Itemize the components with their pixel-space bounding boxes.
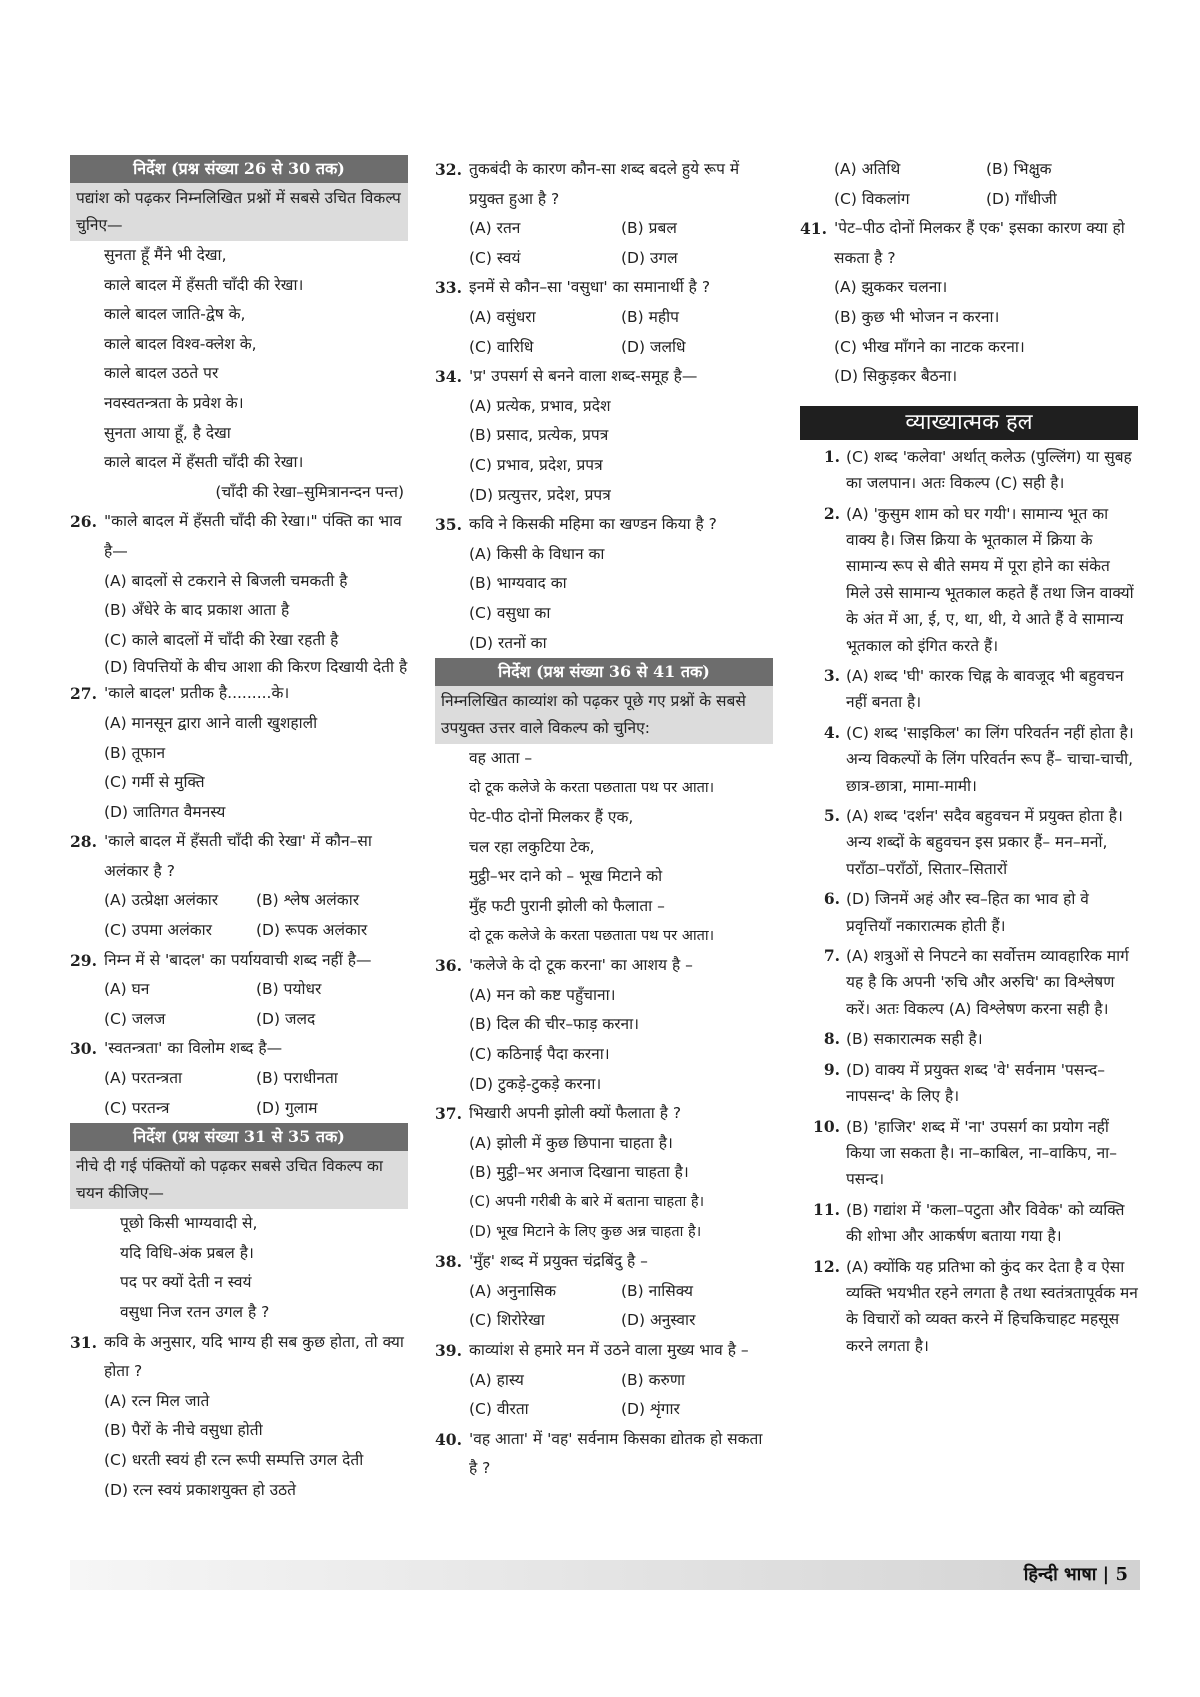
option: (C) शिरोरेखा — [469, 1311, 545, 1330]
answer-number: 6. — [823, 889, 840, 909]
question-35 — [435, 510, 773, 540]
question-text: 'प्र' उपसर्ग से बनने वाला शब्द-समूह है— — [469, 367, 698, 386]
option: (D) भूख मिटाने के लिए कुछ अन्न चाहता है। — [469, 1223, 702, 1240]
poem-line: दो टूक कलेजे के करता पछताता पथ पर आता। — [469, 927, 715, 944]
section-instructions: पद्यांश को पढ़कर निम्नलिखित प्रश्नों में सबसे उचित विकल्प चुनिए— — [70, 183, 408, 241]
question-text: तुकबंदी के कारण कौन-सा शब्द बदले हुये रूप में प्रयुक्त हुआ है ? — [469, 160, 740, 208]
poem-passage — [70, 241, 408, 478]
answer-number: 11. — [813, 1199, 840, 1219]
poem-line: काले बादल में हँसती चाँदी की रेखा। — [104, 453, 304, 472]
option: (D) प्रत्युत्तर, प्रदेश, प्रपत्र — [469, 485, 611, 504]
question-29 — [70, 946, 408, 976]
answer-item — [800, 1026, 1138, 1052]
answer-item — [800, 501, 1138, 659]
poem-line: सुनता आया हूँ, है देखा — [104, 423, 231, 442]
question-number: 29. — [70, 950, 97, 970]
option: (C) स्वयं — [469, 248, 521, 267]
option: (C) वसुधा का — [469, 603, 551, 622]
option: (C) वीरता — [469, 1400, 529, 1419]
option: (A) घन — [104, 980, 150, 999]
answer-text: (D) जिनमें अहं और स्व–हित का भाव हो वे प्रवृत्तियाँ नकारात्मक होती हैं। — [846, 890, 1089, 935]
option: (B) पयोधर — [256, 980, 322, 999]
option: (C) काले बादलों में चाँदी की रेखा रहती है — [104, 630, 339, 649]
option: (D) गाँधीजी — [986, 189, 1057, 208]
poem-line: वसुधा निज रतन उगल है ? — [120, 1303, 270, 1321]
question-number: 31. — [70, 1332, 97, 1352]
question-36 — [435, 951, 773, 981]
option: (A) मन को कष्ट पहुँचाना। — [469, 985, 616, 1004]
question-text: काव्यांश से हमारे मन में उठने वाला मुख्य भाव है – — [469, 1340, 749, 1359]
option: (C) धरती स्वयं ही रत्न रूपी सम्पत्ति उगल देती — [104, 1450, 364, 1469]
option: (A) झुककर चलना। — [834, 278, 948, 297]
answer-number: 3. — [823, 666, 840, 685]
question-text: 'पेट–पीठ दोनों मिलकर हैं एक' इसका कारण क्या हो सकता है ? — [834, 219, 1125, 267]
question-number: 37. — [435, 1104, 462, 1124]
option: (D) रूपक अलंकार — [256, 921, 368, 940]
option: (D) सिकुड़कर बैठना। — [834, 367, 958, 386]
answer-text: (A) शत्रुओं से निपटने का सर्वोत्तम व्यावहारिक मार्ग यह है कि अपनी 'रुचि और अरुचि' का विश्लेषण करें। अतः विकल्प (A) विश्लेषण करना सही है। — [846, 947, 1129, 1018]
question-number: 40. — [435, 1429, 462, 1449]
option: (D) जलद — [256, 1009, 316, 1028]
answer-item — [800, 803, 1138, 882]
answer-number: 8. — [823, 1029, 840, 1049]
question-34 — [435, 362, 773, 392]
question-text: कवि ने किसकी महिमा का खण्डन किया है ? — [469, 515, 717, 534]
question-number: 26. — [70, 512, 97, 532]
question-32 — [435, 155, 773, 214]
option: (C) भीख माँगने का नाटक करना। — [834, 337, 1025, 356]
section-instructions: निम्नलिखित काव्यांश को पढ़कर पूछे गए प्रश्नों के सबसे उपयुक्त उत्तर वाले विकल्प को चुनिए: — [435, 686, 773, 744]
option: (A) प्रत्येक, प्रभाव, प्रदेश — [469, 396, 611, 415]
poem-line: यदि विधि-अंक प्रबल है। — [120, 1243, 254, 1262]
question-30 — [70, 1034, 408, 1064]
poem-passage — [435, 744, 773, 951]
page-footer — [70, 1560, 1140, 1590]
section-header: निर्देश (प्रश्न संख्या 31 से 35 तक) — [70, 1123, 408, 1151]
answer-text: (A) 'कुसुम शाम को घर गयी'। सामान्य भूत का वाक्य है। जिस क्रिया के भूतकाल में क्रिया के सामान्य रूप से बीते समय में पूरा होने का संकेत मिले उसे सामान्य भूतकाल कहते हैं तथा जिन वाक्यों के अंत में आ, ई, ए, था, थी, ये आते हैं वे सामान्य भूतकाल को इंगित करते हैं। — [846, 504, 1134, 655]
question-number: 39. — [435, 1340, 462, 1360]
answer-text: (D) वाक्य में प्रयुक्त शब्द 'वे' सर्वनाम 'पसन्द–नापसन्द' के लिए है। — [846, 1060, 1106, 1106]
option: (A) परतन्त्रता — [104, 1069, 183, 1088]
option: (B) प्रसाद, प्रत्येक, प्रपत्र — [469, 426, 609, 445]
option: (B) पराधीनता — [256, 1069, 338, 1088]
poem-line: चल रहा लकुटिया टेक, — [469, 837, 595, 856]
answer-item — [800, 1197, 1138, 1250]
answer-item — [800, 1114, 1138, 1193]
option: (A) अनुनासिक — [469, 1281, 557, 1300]
answer-number: 10. — [813, 1116, 840, 1136]
poem-source: (चाँदी की रेखा–सुमित्रानन्दन पन्त) — [215, 482, 404, 501]
answer-number: 5. — [823, 806, 840, 826]
option: (C) गर्मी से मुक्ति — [104, 773, 205, 792]
answer-item — [800, 1057, 1138, 1110]
question-number: 28. — [70, 832, 97, 852]
question-number: 36. — [435, 956, 462, 976]
option: (A) हास्य — [469, 1370, 524, 1389]
question-number: 34. — [435, 367, 462, 387]
poem-line: काले बादल विश्व-क्लेश के, — [104, 334, 257, 353]
question-number: 41. — [800, 219, 827, 239]
option: (B) प्रबल — [621, 219, 677, 238]
option: (B) तूफान — [104, 743, 166, 762]
question-text: "काले बादल में हँसती चाँदी की रेखा।" पंक्ति का भाव है— — [104, 512, 402, 560]
question-33 — [435, 273, 773, 303]
answer-item — [800, 720, 1138, 799]
section-header: निर्देश (प्रश्न संख्या 36 से 41 तक) — [435, 658, 773, 686]
answer-number: 9. — [823, 1059, 840, 1079]
question-38 — [435, 1247, 773, 1277]
option: (D) उगल — [621, 248, 678, 267]
answer-number: 12. — [813, 1256, 840, 1276]
poem-line: सुनता हूँ मैंने भी देखा, — [104, 246, 227, 264]
poem-line: मुट्ठी–भर दाने को – भूख मिटाने को — [469, 867, 663, 886]
option: (A) बादलों से टकराने से बिजली चमकती है — [104, 571, 348, 590]
question-26 — [70, 507, 408, 566]
answer-number: 2. — [823, 503, 840, 523]
option: (B) दिल की चीर–फाड़ करना। — [469, 1015, 640, 1034]
option: (B) पैरों के नीचे वसुधा होती — [104, 1421, 263, 1440]
option: (B) भिक्षुक — [986, 160, 1052, 178]
poem-line: वह आता – — [469, 749, 533, 768]
option: (D) जलधि — [621, 337, 686, 356]
poem-line: नवस्वतन्त्रता के प्रवेश के। — [104, 393, 244, 412]
question-text: 'काले बादल' प्रतीक है.........के। — [104, 684, 290, 703]
question-27 — [70, 679, 408, 709]
question-number: 27. — [70, 684, 97, 704]
option: (B) श्लेष अलंकार — [256, 891, 360, 910]
question-text: निम्न में से 'बादल' का पर्यायवाची शब्द नहीं है— — [104, 950, 372, 969]
option: (D) शृंगार — [621, 1400, 680, 1419]
poem-line: पेट-पीठ दोनों मिलकर हैं एक, — [469, 808, 634, 827]
question-31 — [70, 1328, 408, 1387]
option: (D) अनुस्वार — [621, 1311, 696, 1330]
answer-text: (B) 'हाजिर' शब्द में 'ना' उपसर्ग का प्रयोग नहीं किया जा सकता है। ना–काबिल, ना–वाकिप, ना–पसन्द। — [846, 1117, 1117, 1189]
option: (B) करुणा — [621, 1370, 686, 1389]
option: (C) कठिनाई पैदा करना। — [469, 1045, 610, 1064]
option: (C) जलज — [104, 1009, 166, 1028]
answer-text: (B) गद्यांश में 'कला–पटुता और विवेक' को व्यक्ति की शोभा और आकर्षण बताया गया है। — [846, 1200, 1125, 1246]
answer-number: 7. — [823, 946, 840, 966]
question-text: 'कलेजे के दो टूक करना' का आशय है – — [469, 956, 693, 975]
question-40 — [435, 1425, 773, 1484]
option: (A) किसी के विधान का — [469, 544, 605, 563]
option: (B) मुट्ठी–भर अनाज दिखाना चाहता है। — [469, 1163, 689, 1182]
option: (A) मानसून द्वारा आने वाली खुशहाली — [104, 713, 318, 732]
option: (B) नासिक्य — [621, 1281, 694, 1300]
poem-line: काले बादल उठते पर — [104, 364, 219, 383]
option: (A) रत्न मिल जाते — [104, 1391, 210, 1410]
question-number: 32. — [435, 160, 462, 179]
question-number: 35. — [435, 515, 462, 535]
question-28 — [70, 827, 408, 886]
poem-line: पद पर क्यों देती न स्वयं — [120, 1273, 252, 1292]
poem-line: काले बादल जाति-द्वेष के, — [104, 305, 246, 324]
answer-text: (B) सकारात्मक सही है। — [846, 1030, 983, 1049]
solutions-header: व्याख्यात्मक हल — [800, 406, 1138, 440]
poem-line: पूछो किसी भाग्यवादी से, — [120, 1214, 258, 1233]
option: (A) अतिथि — [834, 160, 901, 178]
poem-line: मुँह फटी पुरानी झोली को फैलाता – — [469, 897, 665, 916]
poem-line: काले बादल में हँसती चाँदी की रेखा। — [104, 275, 304, 294]
option: (A) रतन — [469, 219, 521, 238]
option: (C) अपनी गरीबी के बारे में बताना चाहता है। — [469, 1194, 705, 1210]
column-2 — [435, 155, 773, 1484]
answer-number: 1. — [823, 446, 840, 466]
option: (D) जातिगत वैमनस्य — [104, 802, 226, 821]
option: (B) भाग्यवाद का — [469, 574, 567, 593]
column-1 — [70, 155, 408, 1505]
question-number: 33. — [435, 278, 462, 298]
option: (B) कुछ भी भोजन न करना। — [834, 307, 1000, 326]
section-header: निर्देश (प्रश्न संख्या 26 से 30 तक) — [70, 155, 408, 183]
option: (D) विपत्तियों के बीच आशा की किरण दिखायी देती है — [104, 658, 408, 677]
option: (D) टुकड़े-टुकड़े करना। — [469, 1074, 602, 1093]
answer-text: (C) शब्द 'कलेवा' अर्थात् कलेऊ (पुल्लिंग) या सुबह का जलपान। अतः विकल्प (C) सही है। — [846, 447, 1132, 493]
section-instructions: नीचे दी गई पंक्तियों को पढ़कर सबसे उचित विकल्प का चयन कीजिए— — [70, 1151, 408, 1209]
question-text: 'मुँह' शब्द में प्रयुक्त चंद्रबिंदु है – — [469, 1252, 648, 1271]
option: (D) रतनों का — [469, 633, 547, 652]
question-text: भिखारी अपनी झोली क्यों फैलाता है ? — [469, 1104, 682, 1123]
option: (B) अँधेरे के बाद प्रकाश आता है — [104, 601, 290, 620]
answer-text: (A) शब्द 'दर्शन' सदैव बहुवचन में प्रयुक्त होता है। अन्य शब्दों के बहुवचन इस प्रकार हैं– मन–मनों, पराँठा–पराँठों, सितार–सितारों — [846, 807, 1123, 878]
answer-text: (A) क्योंकि यह प्रतिभा को कुंद कर देता है व ऐसा व्यक्ति भयभीत रहने लगता है तथा स्वतंत्रतापूर्वक मन के विचारों को व्यक्त करने में हिचकिचाहट महसूस करने लगता है। — [846, 1257, 1138, 1355]
answer-item — [800, 444, 1138, 497]
option: (C) विकलांग — [834, 189, 910, 208]
option: (C) उपमा अलंकार — [104, 921, 212, 940]
question-37 — [435, 1099, 773, 1129]
answer-item — [800, 886, 1138, 939]
option: (D) गुलाम — [256, 1098, 318, 1117]
column-3 — [800, 155, 1138, 1363]
question-text: 'वह आता' में 'वह' सर्वनाम किसका द्योतक हो सकता है ? — [469, 1429, 763, 1478]
option: (A) वसुंधरा — [469, 307, 536, 326]
answer-item — [800, 663, 1138, 716]
answer-number: 4. — [823, 722, 840, 742]
question-text: कवि के अनुसार, यदि भाग्य ही सब कुछ होता, तो क्या होता ? — [104, 1332, 404, 1381]
option: (C) परतन्त्र — [104, 1098, 170, 1117]
question-39 — [435, 1336, 773, 1366]
option: (C) प्रभाव, प्रदेश, प्रपत्र — [469, 455, 603, 474]
option: (A) झोली में कुछ छिपाना चाहता है। — [469, 1133, 673, 1152]
poem-line: दो टूक कलेजे के करता पछताता पथ पर आता। — [469, 779, 715, 796]
question-number: 38. — [435, 1252, 462, 1272]
footer-page-label: हिन्दी भाषा | 5 — [1023, 1564, 1128, 1585]
question-text: 'स्वतन्त्रता' का विलोम शब्द है— — [104, 1039, 283, 1058]
option: (A) उत्प्रेक्षा अलंकार — [104, 891, 219, 910]
answer-text: (C) शब्द 'साइकिल' का लिंग परिवर्तन नहीं होता है। अन्य विकल्पों के लिंग परिवर्तन रूप हैं– चाचा-चाची, छात्र-छात्रा, मामा-मामी। — [846, 723, 1134, 795]
answer-text: (A) शब्द 'घी' कारक चिह्न के बावजूद भी बहुवचन नहीं बनता है। — [846, 667, 1124, 712]
question-text: 'काले बादल में हँसती चाँदी की रेखा' में कौन–सा अलंकार है ? — [104, 832, 372, 880]
option: (D) रत्न स्वयं प्रकाशयुक्त हो उठते — [104, 1480, 296, 1499]
poem-passage — [70, 1209, 408, 1327]
option: (C) वारिधि — [469, 337, 534, 356]
question-text: इनमें से कौन–सा 'वसुधा' का समानार्थी है ? — [469, 278, 711, 297]
answer-item — [800, 1254, 1138, 1360]
question-number: 30. — [70, 1039, 97, 1059]
question-41 — [800, 214, 1138, 273]
option: (B) महीप — [621, 307, 679, 326]
answer-item — [800, 943, 1138, 1022]
